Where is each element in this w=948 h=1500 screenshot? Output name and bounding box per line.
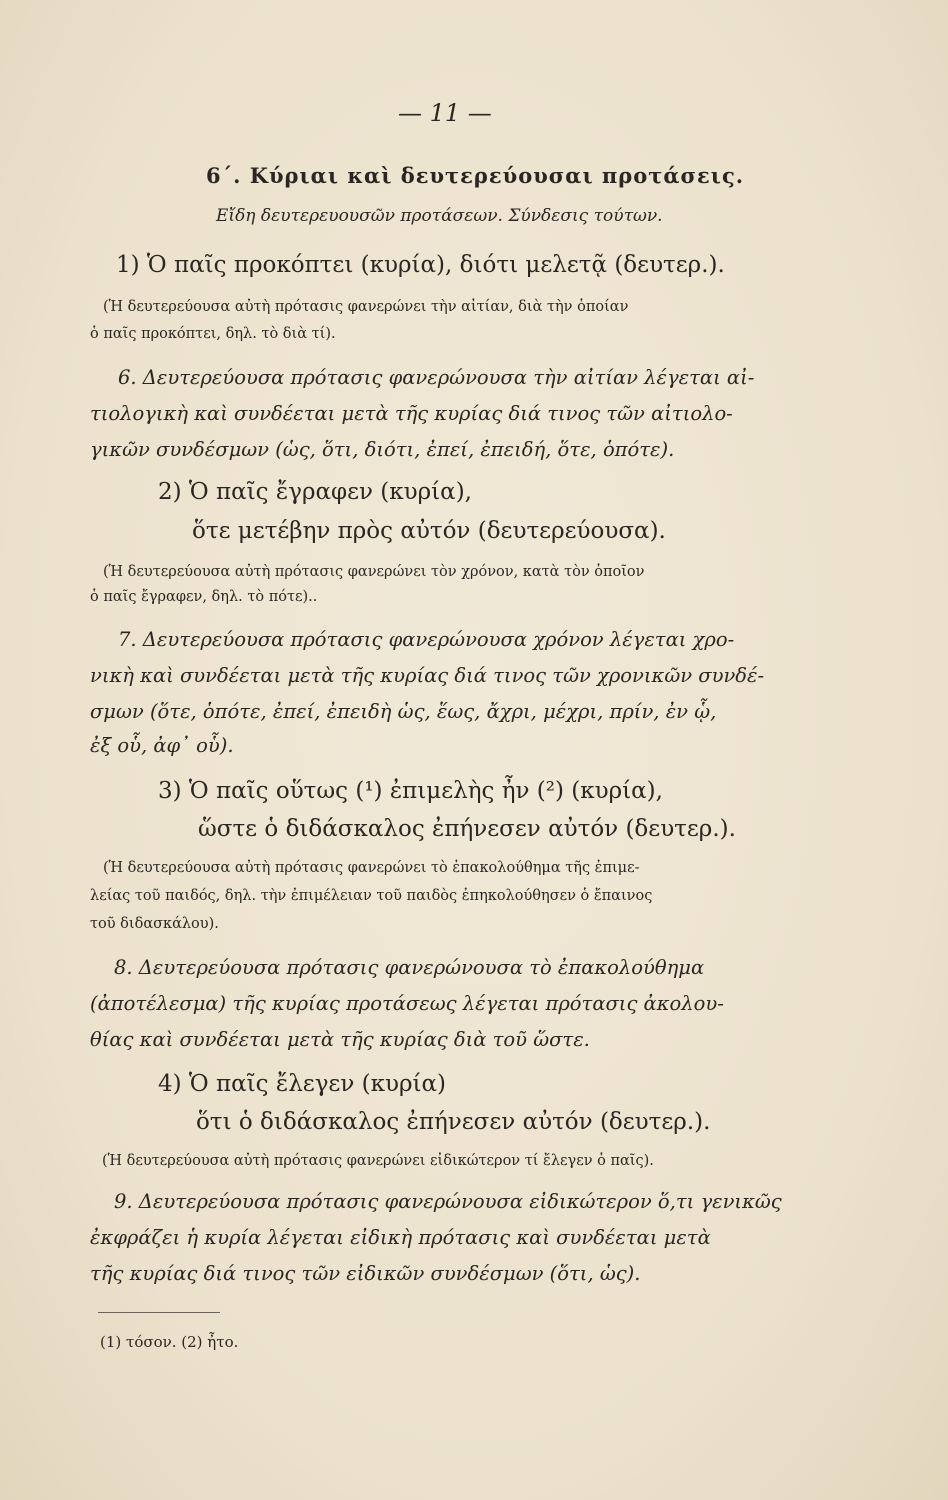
footnote-divider xyxy=(98,1312,220,1313)
page-number: — 11 — xyxy=(398,99,492,127)
rule-7-line: νικὴ καὶ συνδέεται μετὰ τῆς κυρίας διά τινος τῶν χρονικῶν συνδέ- xyxy=(90,664,765,687)
rule-7-line: ἐξ οὗ, ἀφ᾽ οὗ). xyxy=(90,734,234,757)
rule-9-line: ἐκφράζει ἡ κυρία λέγεται εἰδικὴ πρότασις καὶ συνδέεται μετὰ xyxy=(90,1226,711,1249)
example-4-note-line: (Ἡ δευτερεύουσα αὐτὴ πρότασις φανερώνει εἰδικώτερον τί ἔλεγεν ὁ παῖς). xyxy=(102,1153,654,1169)
example-3-main-clause: 3) Ὁ παῖς οὕτως (¹) ἐπιμελὴς ἦν (²) (κυρία), xyxy=(158,778,663,804)
example-2-note-line: ὁ παῖς ἔγραφεν, δηλ. τὸ πότε).. xyxy=(90,589,318,605)
example-3-note-line: τοῦ διδασκάλου). xyxy=(90,916,219,932)
footnote: (1) τόσον. (2) ἦτο. xyxy=(100,1333,239,1351)
rule-6-line: 6. Δευτερεύουσα πρότασις φανερώνουσα τὴν αἰτίαν λέγεται αἰ- xyxy=(118,366,755,389)
section-subheading: Εἴδη δευτερευουσῶν προτάσεων. Σύνδεσις τούτων. xyxy=(216,206,663,226)
rule-8-line: 8. Δευτερεύουσα πρότασις φανερώνουσα τὸ ἐπακολούθημα xyxy=(114,956,705,979)
rule-9-line: 9. Δευτερεύουσα πρότασις φανερώνουσα εἰδικώτερον ὅ,τι γενικῶς xyxy=(114,1190,782,1213)
example-2-subordinate-clause: ὅτε μετέβην πρὸς αὐτόν (δευτερεύουσα). xyxy=(192,518,666,544)
example-1-sentence: 1) Ὁ παῖς προκόπτει (κυρία), διότι μελετᾷ (δευτερ.). xyxy=(116,252,725,278)
example-4-subordinate-clause: ὅτι ὁ διδάσκαλος ἐπήνεσεν αὐτόν (δευτερ.). xyxy=(196,1109,711,1135)
example-2-note-line: (Ἡ δευτερεύουσα αὐτὴ πρότασις φανερώνει τὸν χρόνον, κατὰ τὸν ὁποῖον xyxy=(103,564,645,580)
rule-7-line: 7. Δευτερεύουσα πρότασις φανερώνουσα χρόνον λέγεται χρο- xyxy=(118,628,735,651)
rule-7-line: σμων (ὅτε, ὁπότε, ἐπεί, ἐπειδὴ ὡς, ἕως, ἄχρι, μέχρι, πρίν, ἐν ᾧ, xyxy=(90,700,717,723)
section-heading: 6΄. Κύριαι καὶ δευτερεύουσαι προτάσεις. xyxy=(206,163,745,188)
rule-9-line: τῆς κυρίας διά τινος τῶν εἰδικῶν συνδέσμων (ὅτι, ὡς). xyxy=(90,1262,641,1285)
rule-6-line: γικῶν συνδέσμων (ὡς, ὅτι, διότι, ἐπεί, ἐπειδή, ὅτε, ὁπότε). xyxy=(90,438,675,461)
example-2-main-clause: 2) Ὁ παῖς ἔγραφεν (κυρία), xyxy=(158,479,472,505)
example-1-note-line: (Ἡ δευτερεύουσα αὐτὴ πρότασις φανερώνει τὴν αἰτίαν, διὰ τὴν ὁποίαν xyxy=(103,299,629,315)
example-4-main-clause: 4) Ὁ παῖς ἔλεγεν (κυρία) xyxy=(158,1071,447,1097)
rule-8-line: (ἀποτέλεσμα) τῆς κυρίας προτάσεως λέγεται πρότασις ἀκολου- xyxy=(90,992,724,1015)
rule-6-line: τιολογικὴ καὶ συνδέεται μετὰ τῆς κυρίας διά τινος τῶν αἰτιολο- xyxy=(90,402,733,425)
example-1-note-line: ὁ παῖς προκόπτει, δηλ. τὸ διὰ τί). xyxy=(90,326,336,342)
rule-8-line: θίας καὶ συνδέεται μετὰ τῆς κυρίας διὰ τοῦ ὥστε. xyxy=(90,1028,590,1051)
example-3-subordinate-clause: ὥστε ὁ διδάσκαλος ἐπήνεσεν αὐτόν (δευτερ.). xyxy=(198,816,736,842)
example-3-note-line: λείας τοῦ παιδός, δηλ. τὴν ἐπιμέλειαν τοῦ παιδὸς ἐπηκολούθησεν ὁ ἔπαινος xyxy=(90,888,653,904)
example-3-note-line: (Ἡ δευτερεύουσα αὐτὴ πρότασις φανερώνει τὸ ἐπακολούθημα τῆς ἐπιμε- xyxy=(103,860,640,876)
